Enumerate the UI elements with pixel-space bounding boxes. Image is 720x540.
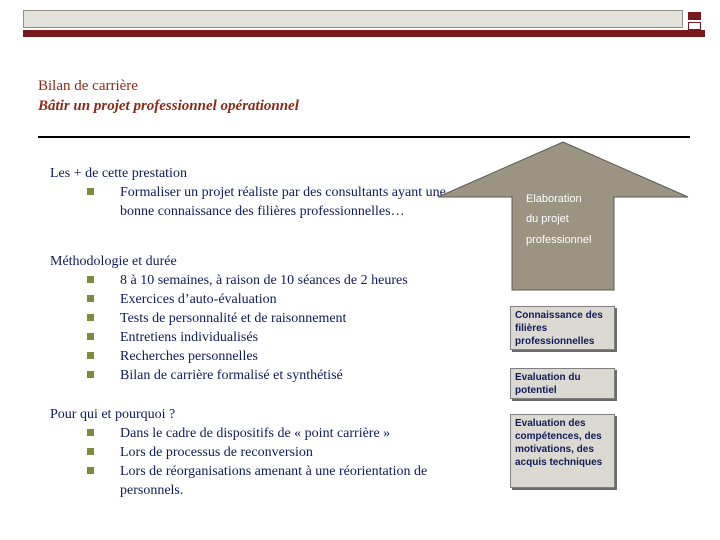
- list-item-text: Tests de personnalité et de raisonnement: [120, 311, 347, 326]
- list-item-text: Lors de processus de reconversion: [120, 445, 313, 460]
- section-heading: Pour qui et pourquoi ?: [50, 407, 176, 422]
- section-heading: Méthodologie et durée: [50, 254, 177, 269]
- page-title: Bilan de carrière: [38, 78, 138, 94]
- list-item-text: Entretiens individualisés: [120, 330, 259, 345]
- list-item-text: Exercices d’auto-évaluation: [120, 292, 277, 307]
- list-item-text: 8 à 10 semaines, à raison de 10 séances de 2 heures: [120, 273, 408, 288]
- list-item-text: Lors de réorganisations amenant à une réorientation de personnels.: [120, 464, 428, 498]
- list-item-text: Recherches personnelles: [120, 349, 258, 364]
- diagram-box: Connaissance des filières professionnelles: [510, 306, 615, 350]
- arrow-label-line: du projet: [526, 213, 569, 225]
- list-item-text: Formaliser un projet réaliste par des consultants ayant une bonne connaissance des filières professionnelles…: [120, 185, 446, 219]
- diagram-box: Evaluation du potentiel: [510, 368, 615, 399]
- list-item-text: Dans le cadre de dispositifs de « point carrière »: [120, 426, 391, 441]
- arrow-label-line: professionnel: [526, 234, 592, 246]
- list-item-text: Bilan de carrière formalisé et synthétisé: [120, 368, 343, 383]
- page-subtitle: Bâtir un projet professionnel opérationnel: [38, 98, 299, 114]
- arrow-label-line: Elaboration: [526, 193, 582, 205]
- diagram-box: Evaluation des compétences, des motivations, des acquis techniques: [510, 414, 615, 488]
- section-heading: Les + de cette prestation: [50, 166, 187, 181]
